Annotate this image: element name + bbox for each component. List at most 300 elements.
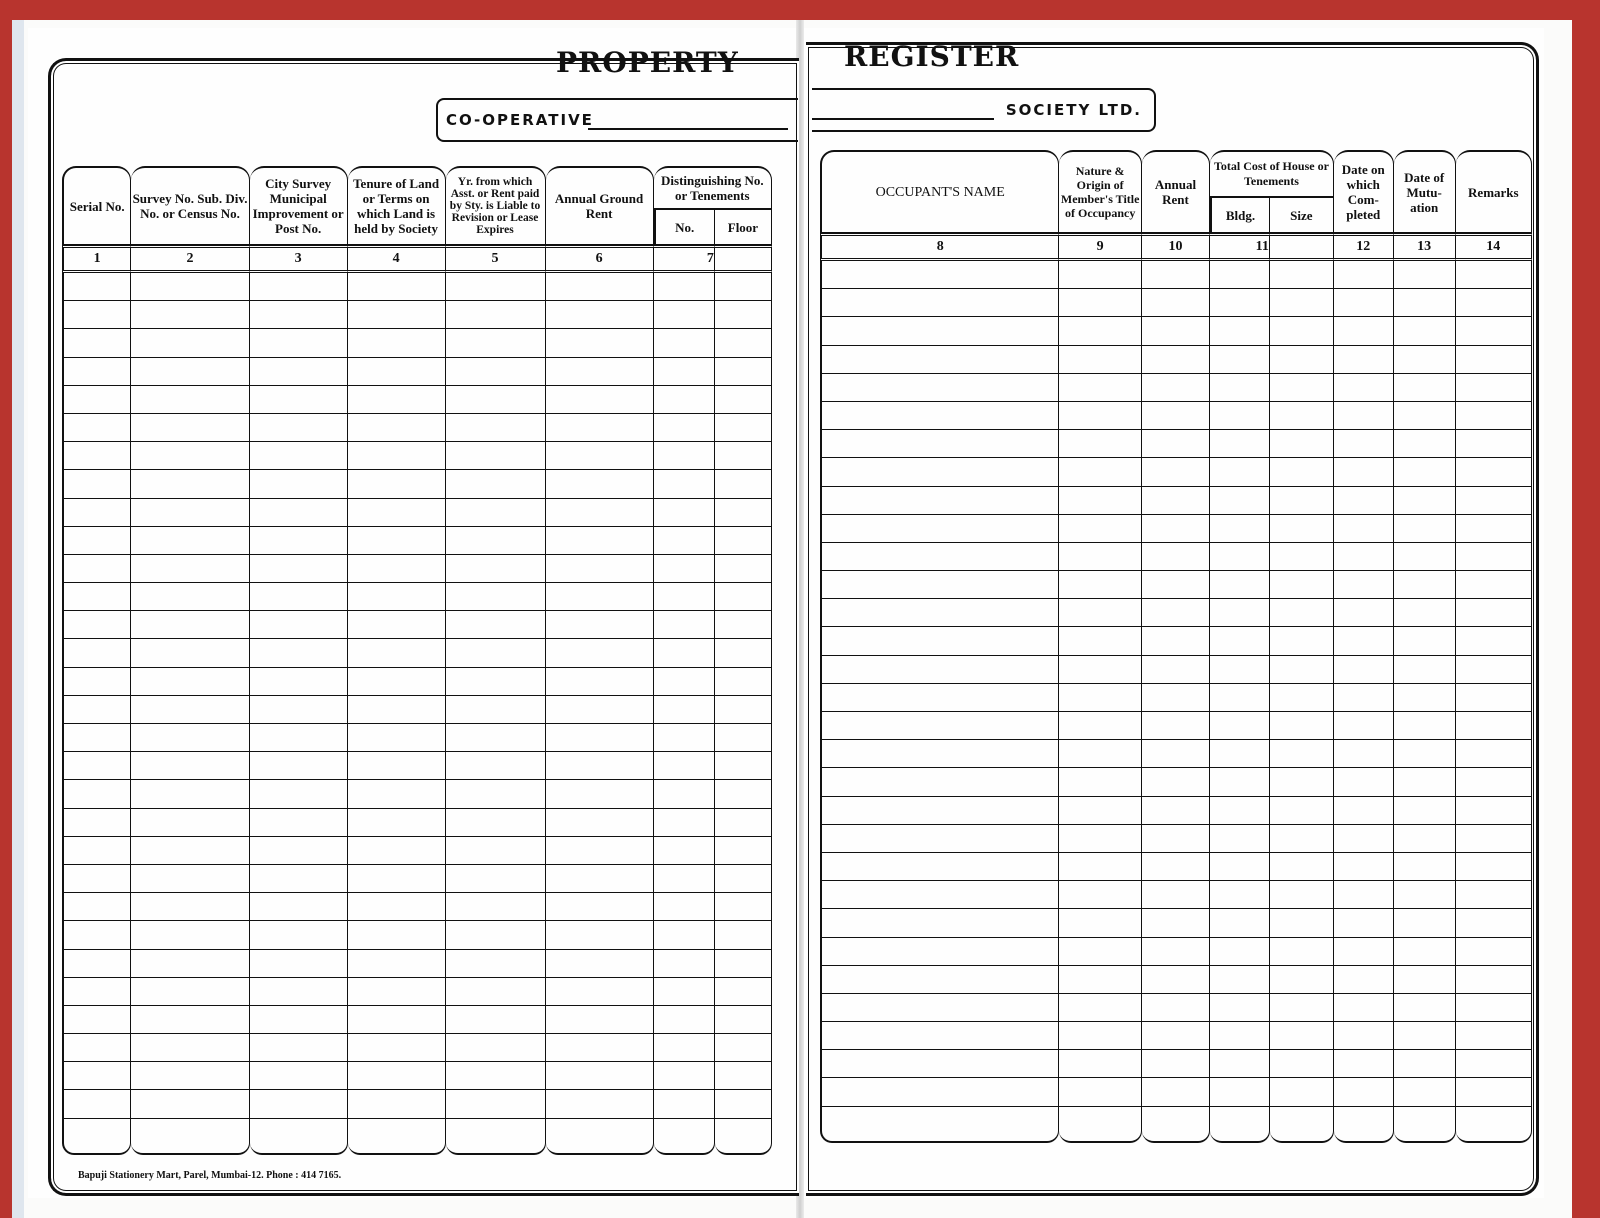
ledger-cell[interactable] — [250, 809, 348, 837]
ledger-cell[interactable] — [1394, 571, 1456, 599]
ledger-cell[interactable] — [715, 809, 772, 837]
ledger-cell[interactable] — [250, 301, 348, 329]
ledger-cell[interactable] — [1334, 909, 1394, 937]
ledger-cell[interactable] — [348, 414, 446, 442]
ledger-cell[interactable] — [62, 611, 131, 639]
ledger-cell[interactable] — [1334, 430, 1394, 458]
ledger-cell[interactable] — [654, 950, 715, 978]
ledger-cell[interactable] — [131, 414, 249, 442]
ledger-cell[interactable] — [446, 301, 546, 329]
ledger-cell[interactable] — [715, 273, 772, 301]
ledger-cell[interactable] — [250, 752, 348, 780]
ledger-cell[interactable] — [1142, 797, 1210, 825]
ledger-cell[interactable] — [820, 261, 1059, 289]
ledger-cell[interactable] — [62, 358, 131, 386]
ledger-cell[interactable] — [250, 329, 348, 357]
ledger-cell[interactable] — [1456, 374, 1532, 402]
ledger-cell[interactable] — [1270, 938, 1334, 966]
ledger-cell[interactable] — [820, 487, 1059, 515]
ledger-cell[interactable] — [1334, 543, 1394, 571]
ledger-cell[interactable] — [1334, 317, 1394, 345]
ledger-cell[interactable] — [1142, 346, 1210, 374]
ledger-cell[interactable] — [1394, 994, 1456, 1022]
ledger-cell[interactable] — [446, 978, 546, 1006]
ledger-cell[interactable] — [820, 825, 1059, 853]
ledger-cell[interactable] — [1270, 1107, 1334, 1143]
ledger-cell[interactable] — [1334, 627, 1394, 655]
ledger-cell[interactable] — [1210, 684, 1270, 712]
ledger-cell[interactable] — [250, 527, 348, 555]
ledger-cell[interactable] — [62, 329, 131, 357]
ledger-cell[interactable] — [820, 402, 1059, 430]
ledger-cell[interactable] — [1334, 374, 1394, 402]
ledger-cell[interactable] — [446, 865, 546, 893]
ledger-cell[interactable] — [654, 358, 715, 386]
ledger-cell[interactable] — [546, 696, 654, 724]
ledger-cell[interactable] — [1334, 1022, 1394, 1050]
ledger-cell[interactable] — [1142, 656, 1210, 684]
ledger-cell[interactable] — [348, 1119, 446, 1155]
ledger-cell[interactable] — [715, 499, 772, 527]
ledger-cell[interactable] — [348, 442, 446, 470]
ledger-cell[interactable] — [1334, 458, 1394, 486]
ledger-cell[interactable] — [1210, 825, 1270, 853]
ledger-cell[interactable] — [131, 470, 249, 498]
ledger-cell[interactable] — [250, 950, 348, 978]
ledger-cell[interactable] — [1142, 458, 1210, 486]
ledger-cell[interactable] — [1394, 853, 1456, 881]
ledger-cell[interactable] — [715, 583, 772, 611]
ledger-cell[interactable] — [1059, 374, 1142, 402]
ledger-cell[interactable] — [62, 752, 131, 780]
ledger-cell[interactable] — [1456, 909, 1532, 937]
ledger-cell[interactable] — [131, 527, 249, 555]
ledger-cell[interactable] — [654, 639, 715, 667]
ledger-cell[interactable] — [1142, 317, 1210, 345]
ledger-cell[interactable] — [1394, 740, 1456, 768]
ledger-cell[interactable] — [1210, 768, 1270, 796]
ledger-cell[interactable] — [1059, 1107, 1142, 1143]
ledger-cell[interactable] — [546, 752, 654, 780]
ledger-cell[interactable] — [62, 978, 131, 1006]
ledger-cell[interactable] — [1059, 994, 1142, 1022]
ledger-cell[interactable] — [131, 358, 249, 386]
ledger-cell[interactable] — [1394, 1107, 1456, 1143]
ledger-cell[interactable] — [1394, 402, 1456, 430]
ledger-cell[interactable] — [546, 639, 654, 667]
ledger-cell[interactable] — [820, 994, 1059, 1022]
ledger-cell[interactable] — [654, 1119, 715, 1155]
ledger-cell[interactable] — [546, 358, 654, 386]
ledger-cell[interactable] — [1270, 599, 1334, 627]
ledger-cell[interactable] — [446, 273, 546, 301]
ledger-cell[interactable] — [546, 386, 654, 414]
ledger-cell[interactable] — [1394, 317, 1456, 345]
ledger-cell[interactable] — [1142, 938, 1210, 966]
ledger-cell[interactable] — [348, 752, 446, 780]
ledger-cell[interactable] — [348, 696, 446, 724]
ledger-cell[interactable] — [250, 865, 348, 893]
ledger-cell[interactable] — [1334, 1107, 1394, 1143]
ledger-cell[interactable] — [1142, 994, 1210, 1022]
ledger-cell[interactable] — [546, 865, 654, 893]
ledger-cell[interactable] — [1394, 515, 1456, 543]
ledger-cell[interactable] — [1394, 458, 1456, 486]
ledger-cell[interactable] — [250, 978, 348, 1006]
ledger-cell[interactable] — [62, 470, 131, 498]
ledger-cell[interactable] — [348, 668, 446, 696]
ledger-cell[interactable] — [62, 499, 131, 527]
ledger-cell[interactable] — [1270, 881, 1334, 909]
ledger-cell[interactable] — [446, 358, 546, 386]
ledger-cell[interactable] — [1334, 487, 1394, 515]
ledger-cell[interactable] — [250, 273, 348, 301]
ledger-cell[interactable] — [654, 921, 715, 949]
ledger-cell[interactable] — [446, 752, 546, 780]
ledger-cell[interactable] — [250, 499, 348, 527]
ledger-cell[interactable] — [131, 752, 249, 780]
ledger-cell[interactable] — [1210, 317, 1270, 345]
ledger-cell[interactable] — [1270, 402, 1334, 430]
ledger-cell[interactable] — [446, 499, 546, 527]
ledger-cell[interactable] — [1270, 966, 1334, 994]
ledger-cell[interactable] — [250, 724, 348, 752]
ledger-cell[interactable] — [715, 329, 772, 357]
ledger-cell[interactable] — [62, 555, 131, 583]
ledger-cell[interactable] — [348, 978, 446, 1006]
ledger-cell[interactable] — [62, 696, 131, 724]
ledger-cell[interactable] — [1456, 346, 1532, 374]
ledger-cell[interactable] — [1142, 515, 1210, 543]
ledger-cell[interactable] — [62, 386, 131, 414]
ledger-cell[interactable] — [1210, 261, 1270, 289]
ledger-cell[interactable] — [131, 499, 249, 527]
ledger-cell[interactable] — [1059, 261, 1142, 289]
ledger-cell[interactable] — [1394, 1022, 1456, 1050]
ledger-cell[interactable] — [820, 881, 1059, 909]
ledger-cell[interactable] — [1270, 740, 1334, 768]
ledger-cell[interactable] — [131, 583, 249, 611]
ledger-cell[interactable] — [62, 780, 131, 808]
ledger-cell[interactable] — [1142, 712, 1210, 740]
ledger-cell[interactable] — [1334, 853, 1394, 881]
ledger-cell[interactable] — [446, 921, 546, 949]
ledger-cell[interactable] — [654, 527, 715, 555]
ledger-cell[interactable] — [1394, 430, 1456, 458]
ledger-cell[interactable] — [1059, 402, 1142, 430]
ledger-cell[interactable] — [1270, 430, 1334, 458]
ledger-cell[interactable] — [1210, 853, 1270, 881]
ledger-cell[interactable] — [131, 865, 249, 893]
ledger-cell[interactable] — [1334, 712, 1394, 740]
ledger-cell[interactable] — [1456, 430, 1532, 458]
ledger-cell[interactable] — [1142, 881, 1210, 909]
ledger-cell[interactable] — [250, 1034, 348, 1062]
ledger-cell[interactable] — [1270, 825, 1334, 853]
ledger-cell[interactable] — [1142, 543, 1210, 571]
ledger-cell[interactable] — [1394, 1078, 1456, 1106]
ledger-cell[interactable] — [1394, 938, 1456, 966]
ledger-cell[interactable] — [131, 837, 249, 865]
ledger-cell[interactable] — [446, 1119, 546, 1155]
ledger-cell[interactable] — [1334, 994, 1394, 1022]
ledger-cell[interactable] — [715, 1090, 772, 1118]
ledger-cell[interactable] — [654, 470, 715, 498]
ledger-cell[interactable] — [1456, 289, 1532, 317]
ledger-cell[interactable] — [1456, 543, 1532, 571]
ledger-cell[interactable] — [1456, 825, 1532, 853]
ledger-cell[interactable] — [1142, 966, 1210, 994]
ledger-cell[interactable] — [1334, 966, 1394, 994]
ledger-cell[interactable] — [131, 1062, 249, 1090]
ledger-cell[interactable] — [1334, 938, 1394, 966]
ledger-cell[interactable] — [1334, 1078, 1394, 1106]
ledger-cell[interactable] — [348, 921, 446, 949]
ledger-cell[interactable] — [654, 893, 715, 921]
ledger-cell[interactable] — [1270, 994, 1334, 1022]
ledger-cell[interactable] — [546, 893, 654, 921]
ledger-cell[interactable] — [1334, 346, 1394, 374]
ledger-cell[interactable] — [1456, 317, 1532, 345]
ledger-cell[interactable] — [715, 1034, 772, 1062]
ledger-cell[interactable] — [348, 639, 446, 667]
ledger-cell[interactable] — [1334, 571, 1394, 599]
ledger-cell[interactable] — [715, 696, 772, 724]
ledger-cell[interactable] — [62, 865, 131, 893]
ledger-cell[interactable] — [1210, 346, 1270, 374]
ledger-cell[interactable] — [131, 273, 249, 301]
ledger-cell[interactable] — [131, 809, 249, 837]
ledger-cell[interactable] — [1394, 543, 1456, 571]
ledger-cell[interactable] — [715, 386, 772, 414]
ledger-cell[interactable] — [1059, 853, 1142, 881]
ledger-cell[interactable] — [546, 499, 654, 527]
ledger-cell[interactable] — [1456, 487, 1532, 515]
ledger-cell[interactable] — [1456, 853, 1532, 881]
ledger-cell[interactable] — [820, 1022, 1059, 1050]
ledger-cell[interactable] — [1059, 656, 1142, 684]
ledger-cell[interactable] — [820, 627, 1059, 655]
ledger-cell[interactable] — [1142, 768, 1210, 796]
ledger-cell[interactable] — [1456, 1050, 1532, 1078]
ledger-cell[interactable] — [446, 1090, 546, 1118]
ledger-cell[interactable] — [546, 921, 654, 949]
ledger-cell[interactable] — [1394, 289, 1456, 317]
ledger-cell[interactable] — [62, 583, 131, 611]
ledger-cell[interactable] — [546, 668, 654, 696]
ledger-cell[interactable] — [348, 780, 446, 808]
ledger-cell[interactable] — [1210, 1107, 1270, 1143]
ledger-cell[interactable] — [1270, 346, 1334, 374]
ledger-cell[interactable] — [250, 639, 348, 667]
ledger-cell[interactable] — [1394, 656, 1456, 684]
ledger-cell[interactable] — [1270, 458, 1334, 486]
ledger-cell[interactable] — [715, 893, 772, 921]
ledger-cell[interactable] — [1394, 684, 1456, 712]
ledger-cell[interactable] — [820, 740, 1059, 768]
ledger-cell[interactable] — [1456, 881, 1532, 909]
ledger-cell[interactable] — [820, 656, 1059, 684]
ledger-cell[interactable] — [546, 527, 654, 555]
ledger-cell[interactable] — [250, 1119, 348, 1155]
ledger-cell[interactable] — [546, 583, 654, 611]
ledger-cell[interactable] — [1334, 599, 1394, 627]
ledger-cell[interactable] — [1142, 684, 1210, 712]
ledger-cell[interactable] — [1334, 768, 1394, 796]
ledger-cell[interactable] — [654, 724, 715, 752]
ledger-cell[interactable] — [1059, 768, 1142, 796]
ledger-cell[interactable] — [1142, 430, 1210, 458]
ledger-cell[interactable] — [1210, 458, 1270, 486]
ledger-cell[interactable] — [446, 639, 546, 667]
ledger-cell[interactable] — [1456, 515, 1532, 543]
ledger-cell[interactable] — [1142, 261, 1210, 289]
ledger-cell[interactable] — [131, 639, 249, 667]
ledger-cell[interactable] — [820, 1050, 1059, 1078]
ledger-cell[interactable] — [1394, 909, 1456, 937]
ledger-cell[interactable] — [1210, 740, 1270, 768]
ledger-cell[interactable] — [1456, 571, 1532, 599]
ledger-cell[interactable] — [546, 724, 654, 752]
ledger-cell[interactable] — [250, 583, 348, 611]
ledger-cell[interactable] — [1059, 909, 1142, 937]
ledger-cell[interactable] — [820, 599, 1059, 627]
ledger-cell[interactable] — [654, 978, 715, 1006]
ledger-cell[interactable] — [62, 668, 131, 696]
ledger-cell[interactable] — [1059, 430, 1142, 458]
ledger-cell[interactable] — [715, 442, 772, 470]
ledger-cell[interactable] — [1210, 430, 1270, 458]
ledger-cell[interactable] — [446, 470, 546, 498]
ledger-cell[interactable] — [1142, 374, 1210, 402]
society-name-blank-continued[interactable] — [812, 118, 994, 120]
ledger-cell[interactable] — [348, 1006, 446, 1034]
ledger-cell[interactable] — [1456, 712, 1532, 740]
ledger-cell[interactable] — [1334, 402, 1394, 430]
ledger-cell[interactable] — [1210, 627, 1270, 655]
ledger-cell[interactable] — [1270, 627, 1334, 655]
ledger-cell[interactable] — [820, 571, 1059, 599]
ledger-cell[interactable] — [1394, 881, 1456, 909]
ledger-cell[interactable] — [820, 938, 1059, 966]
ledger-cell[interactable] — [1142, 1107, 1210, 1143]
ledger-cell[interactable] — [250, 358, 348, 386]
ledger-cell[interactable] — [1456, 627, 1532, 655]
ledger-cell[interactable] — [1334, 825, 1394, 853]
ledger-cell[interactable] — [348, 555, 446, 583]
ledger-cell[interactable] — [348, 499, 446, 527]
ledger-cell[interactable] — [1059, 1050, 1142, 1078]
ledger-cell[interactable] — [1210, 1078, 1270, 1106]
ledger-cell[interactable] — [131, 329, 249, 357]
ledger-cell[interactable] — [250, 442, 348, 470]
ledger-cell[interactable] — [1142, 853, 1210, 881]
ledger-cell[interactable] — [1270, 656, 1334, 684]
ledger-cell[interactable] — [1210, 571, 1270, 599]
ledger-cell[interactable] — [715, 611, 772, 639]
ledger-cell[interactable] — [546, 273, 654, 301]
ledger-cell[interactable] — [348, 724, 446, 752]
ledger-cell[interactable] — [1270, 515, 1334, 543]
ledger-cell[interactable] — [348, 1062, 446, 1090]
ledger-cell[interactable] — [348, 583, 446, 611]
ledger-cell[interactable] — [546, 301, 654, 329]
ledger-cell[interactable] — [715, 527, 772, 555]
ledger-cell[interactable] — [1059, 289, 1142, 317]
ledger-cell[interactable] — [348, 470, 446, 498]
ledger-cell[interactable] — [1394, 825, 1456, 853]
ledger-cell[interactable] — [131, 893, 249, 921]
ledger-cell[interactable] — [715, 639, 772, 667]
ledger-cell[interactable] — [446, 329, 546, 357]
ledger-cell[interactable] — [1334, 740, 1394, 768]
ledger-cell[interactable] — [250, 780, 348, 808]
ledger-cell[interactable] — [250, 1062, 348, 1090]
ledger-cell[interactable] — [546, 1006, 654, 1034]
ledger-cell[interactable] — [446, 611, 546, 639]
ledger-cell[interactable] — [1270, 909, 1334, 937]
ledger-cell[interactable] — [654, 1090, 715, 1118]
ledger-cell[interactable] — [654, 499, 715, 527]
ledger-cell[interactable] — [1059, 543, 1142, 571]
ledger-cell[interactable] — [1394, 966, 1456, 994]
ledger-cell[interactable] — [131, 1090, 249, 1118]
ledger-cell[interactable] — [1334, 656, 1394, 684]
ledger-cell[interactable] — [1270, 317, 1334, 345]
ledger-cell[interactable] — [1059, 881, 1142, 909]
ledger-cell[interactable] — [446, 837, 546, 865]
ledger-cell[interactable] — [1270, 1022, 1334, 1050]
ledger-cell[interactable] — [820, 430, 1059, 458]
ledger-cell[interactable] — [1456, 599, 1532, 627]
ledger-cell[interactable] — [1334, 684, 1394, 712]
ledger-cell[interactable] — [348, 329, 446, 357]
ledger-cell[interactable] — [820, 909, 1059, 937]
ledger-cell[interactable] — [62, 1034, 131, 1062]
ledger-cell[interactable] — [715, 1006, 772, 1034]
ledger-cell[interactable] — [654, 386, 715, 414]
ledger-cell[interactable] — [250, 470, 348, 498]
ledger-cell[interactable] — [1210, 712, 1270, 740]
ledger-cell[interactable] — [131, 978, 249, 1006]
ledger-cell[interactable] — [715, 837, 772, 865]
ledger-cell[interactable] — [1456, 458, 1532, 486]
ledger-cell[interactable] — [1059, 938, 1142, 966]
ledger-cell[interactable] — [1334, 289, 1394, 317]
ledger-cell[interactable] — [1270, 684, 1334, 712]
ledger-cell[interactable] — [131, 780, 249, 808]
ledger-cell[interactable] — [250, 611, 348, 639]
ledger-cell[interactable] — [715, 470, 772, 498]
ledger-cell[interactable] — [715, 668, 772, 696]
ledger-cell[interactable] — [1210, 1022, 1270, 1050]
ledger-cell[interactable] — [715, 978, 772, 1006]
ledger-cell[interactable] — [1394, 768, 1456, 796]
ledger-cell[interactable] — [348, 1034, 446, 1062]
ledger-cell[interactable] — [1456, 261, 1532, 289]
ledger-cell[interactable] — [546, 780, 654, 808]
ledger-cell[interactable] — [1142, 1050, 1210, 1078]
ledger-cell[interactable] — [348, 1090, 446, 1118]
ledger-cell[interactable] — [62, 414, 131, 442]
ledger-cell[interactable] — [654, 1034, 715, 1062]
ledger-cell[interactable] — [1270, 289, 1334, 317]
ledger-cell[interactable] — [1142, 402, 1210, 430]
ledger-cell[interactable] — [1210, 289, 1270, 317]
ledger-cell[interactable] — [1210, 966, 1270, 994]
ledger-cell[interactable] — [348, 865, 446, 893]
ledger-cell[interactable] — [654, 1006, 715, 1034]
